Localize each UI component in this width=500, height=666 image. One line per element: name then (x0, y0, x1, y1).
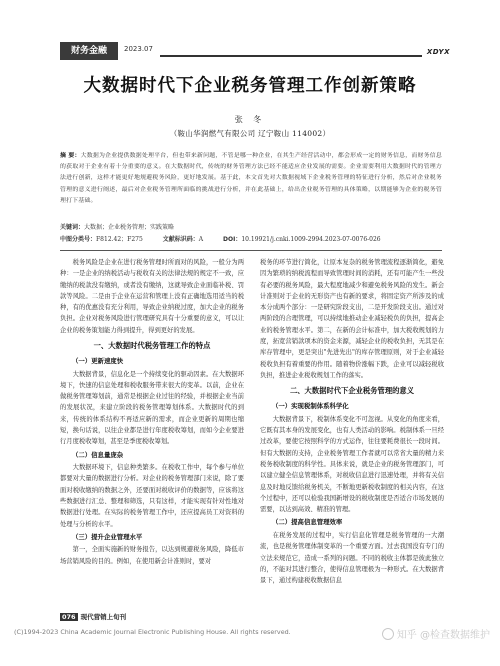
body-paragraph: 税务的环节进行简化，让原本复杂的税务管理流程逐渐简化，避免因为繁琐的纳税流程而导致管理时间的消耗，还有可能产生一些没有必要的税务风险，最大程度地减少和避免税务风险的发生。新会计准则对于企业的无形资产也有新的要求，将固定资产所涉及的成本分成两个部分：一是研究阶段支出，二是开发阶段支出。通过对两阶段的合理管理，可以持续地推动企业减轻税负的负担，提高企业的税务管理水平。第二，在新的会计标准中，加大税收规划的力度，拓宽营销款项本的资金来源，减轻企业的税收负担，无其是在库存管理中，更是突出"先进先出"的库存管理原则，对于企业减轻税收负担有着重要的作用。随着物价涨幅下跌，企业可以减轻税收负担，推进企业税收规划工作的落实。 (260, 259, 444, 379)
article-title: 大数据时代下企业税务管理工作创新策略 (83, 76, 417, 96)
subsection-heading-2-1: （一）实现税制体系科学化 (272, 402, 349, 411)
author-affiliation: （鞍山华润燃气有限公司 辽宁鞍山 114002） (169, 129, 331, 138)
subsection-heading-2-2: （二）提高信息管理效率 (272, 518, 343, 527)
body-paragraph: 大数据环境下，信息种类繁多。在税收工作中，每个参与单位都要对大量的数据进行分析。对企业的税务管理部门来说，除了要面对税收缴纳的数据之外，还要面对税收评价的数据等，应该将这些数据进行汇总、整理和筛选，只有这样，才能实现有针对性地对数据进行处理。在实际的税务管理工作中，还应提高员工对资料的处理与分析的水平。 (60, 464, 244, 528)
keywords (60, 222, 442, 233)
classification-line (60, 234, 442, 245)
doi-value: 10.19921/j.cnki.1009-2994.2023-07-0076-026 (241, 236, 381, 243)
keywords-label: 关键词： (60, 224, 85, 231)
clc-value: F812.42；F275 (96, 236, 143, 243)
abstract-label: 摘 要： (60, 153, 81, 159)
intro-paragraph: 税务风险是企业在进行税务管理时所面对的风险，一般分为两种：一是企业的纳税活动与税收有关的法律法规的规定不一致，应缴纳的税款没有缴纳，或者没有缴纳，这就导致企业面临补税、罚款等风险。二是由于企业在运营和管理上没有正确地选用适当的税种，有的优惠没有充分利用，导致企业纳税过度，加大企业的税务负担。企业对税务风险进行管理研究具有十分重要的意义，可以让企业的税务策划能力得到提升，得到更好的发展。 (60, 259, 244, 334)
subsection-heading-1-3: （三）提升企业管理水平 (72, 532, 143, 541)
body-paragraph: 大数据背景，信息化是一个持续变化的驱动因素。在大数据环境下，快速的信息处理和税收服务带来很大的变革。以前，企业在做税务管理筹划前，通常是根据企业过往的经验，并根据企业当前的发展状况，来建立阶段的税务管理筹划体系。大数据时代的到来，传统的体系结构不再适应新的需求，而企业更新的周期也缩短，换句话说，以往企业都是进行年度税收筹划，而如今企业要进行月度税收筹划，甚至是季度税收筹划。 (60, 370, 244, 446)
subsection-heading-1-2: （二）信息量庞杂 (72, 450, 124, 459)
right-column (260, 257, 444, 586)
body-paragraph: 在税务发展的过程中，实行信息化管理是税务管理的一大潮流，也是税务管理体制变革的一个重要方面。过去我国没有专门的立法来规范它，造成一系列的问题。不同的税收主体都是彼此独立的，不能对其进行整合，使得信息管理极为一种形式。在大数据背景下，通过构建税收数据信息 (260, 531, 444, 585)
doi-group (223, 236, 390, 243)
watermark-logo-icon (382, 628, 394, 640)
left-column (60, 257, 244, 567)
issue-label: 2023.07 (124, 45, 153, 53)
section-tag: 财务金融 (60, 42, 118, 60)
author-name: 张 冬 (234, 115, 266, 124)
page-number: 076 (62, 613, 76, 621)
clc-label: 中图分类号： (60, 236, 97, 243)
abstract (60, 151, 442, 207)
journal-name: 现代营销上旬刊 (80, 613, 127, 621)
doc-code-group (163, 236, 212, 243)
section-divider (60, 250, 442, 251)
page-footer (60, 612, 126, 621)
keywords-text: 大数据；企业税务管理；实践策略 (84, 224, 175, 231)
watermark-text: 知乎 @检查数据维护 (396, 630, 490, 641)
clc-group (60, 236, 152, 243)
doc-code-label: 文献标识码： (162, 236, 199, 243)
doi-label: DOI： (223, 236, 242, 243)
journal-mark: XDYX (426, 48, 450, 56)
copyright-notice: (C)1994-2023 China Academic Journal Electronic Publishing House. All rights reserved. (14, 628, 291, 636)
abstract-text: 大数据为企业提供数据处理平台，但也带来新问题，不管是哪一种企业，在其生产经营活动中，都会形成一定的财务信息，而财务信息的获取对于企业有着十分重要的意义。在大数据时代，传统的财务管理方法已经不能适应企业发展的需要。企业需要利用大数据时代的管理方法进行创新，这样才能更好地规避税务风险，更好地发展。基于此，本文首先对大数据视域下企业税务管理的特征进行分析，然后对企业税务管理的意义进行阐述，最后对企业税务管理所面临的挑战进行分析，并在此基础上，给出企业税务管理的具体策略，以期能够为企业的税务管理打下基础。 (60, 153, 442, 204)
section-heading-1: 一、大数据时代税务管理工作的特点 (93, 341, 211, 351)
doc-code-value: A (198, 236, 204, 243)
watermark (382, 626, 490, 641)
header-rule (160, 55, 422, 57)
body-paragraph: 第一，全面实施新的财务报告，以达到规避税务风险，降低市场营销风险的目的。例如，在使用新会计准则时，要对 (60, 546, 244, 565)
journal-header (60, 42, 450, 60)
subsection-heading-1-1: （一）更新速度快 (72, 357, 124, 366)
body-paragraph: 大数据背景下，税制体系变化不可忽视。从变化的角度来看，它既有其本身的发展变化，也有人类活动的影响。税制体系一旦经过改革，要使它按照科学的方式运作，往往要耗费很长一段时间。但有大数据的支持，企业税务管理工作者就可以常省大量的精力来税务税收制度的科学性。具体来说，就是企业的税务管理部门，可以建立健全信息管理体系，对税收信息进行迅速处理，并将有关信息及时地反馈给税务机关，不断地更新税收制度的相关内容，在这个过程中，还可以检验我国新增设的税收制度是否适合市场发展的需要，以达到高效、精准的管理。 (260, 415, 444, 514)
section-heading-2: 二、大数据时代下企业税务管理的意义 (289, 386, 415, 396)
